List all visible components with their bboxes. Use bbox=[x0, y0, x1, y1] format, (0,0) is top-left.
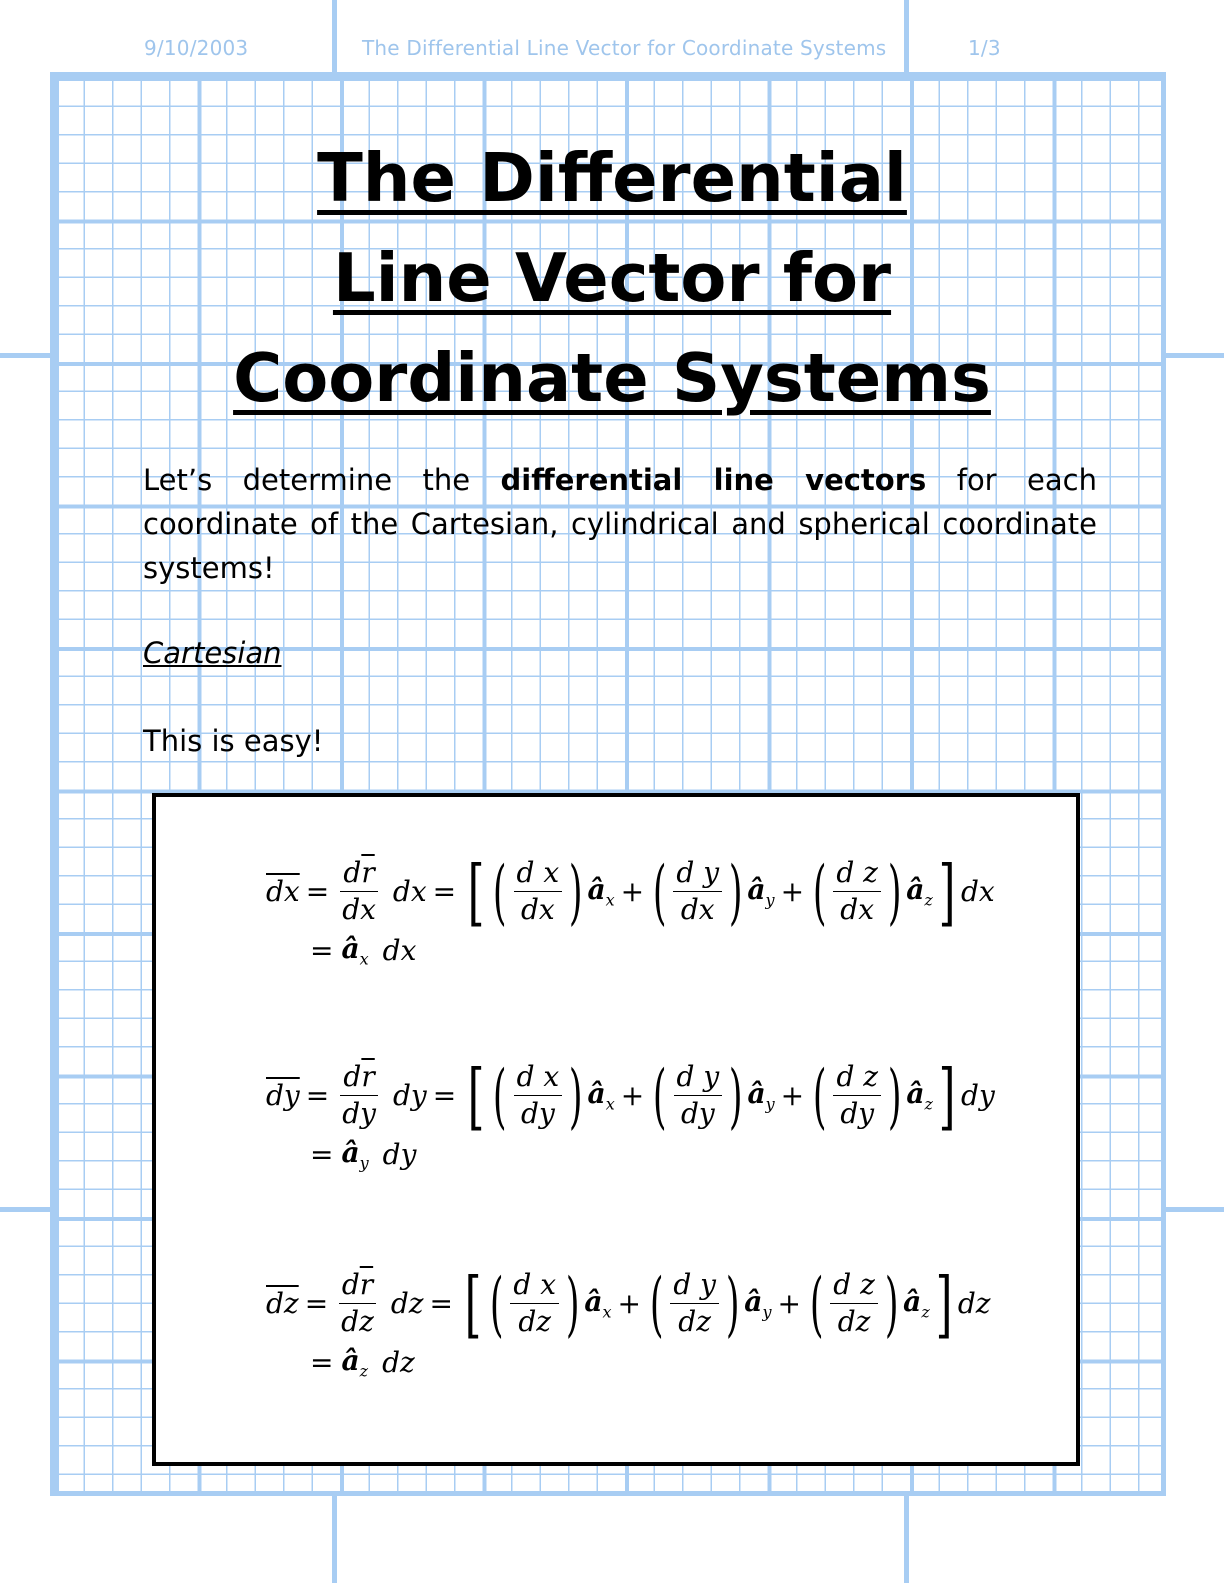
unit-vector: $â_x$ bbox=[584, 1285, 612, 1322]
equation-result-line bbox=[310, 932, 1066, 969]
equals-sign: = bbox=[432, 1079, 457, 1112]
margin-line bbox=[332, 0, 337, 72]
title-line-1: The Differential bbox=[317, 139, 907, 217]
equals-sign: = bbox=[432, 875, 457, 908]
partial-term bbox=[490, 850, 615, 933]
plus-sign: + bbox=[620, 875, 645, 908]
paren: ) bbox=[725, 1262, 740, 1345]
equation-line bbox=[266, 1053, 1066, 1138]
differential: dy bbox=[961, 1079, 995, 1112]
paren: ) bbox=[569, 1054, 583, 1137]
fraction bbox=[510, 1267, 559, 1340]
plus-sign: + bbox=[620, 1079, 645, 1112]
unit-vector-subscript: y bbox=[359, 1153, 369, 1173]
equals-sign: = bbox=[310, 933, 334, 967]
differential: dy bbox=[382, 1137, 417, 1171]
plus-sign: + bbox=[777, 1287, 801, 1320]
unit-vector: $â_y$ bbox=[747, 1077, 775, 1114]
fraction-denominator: dy bbox=[680, 1097, 715, 1130]
header-date: 9/10/2003 bbox=[144, 36, 249, 60]
title-line-2: Line Vector for bbox=[332, 239, 892, 317]
unit-vector-subscript: y bbox=[765, 1094, 775, 1114]
equals-sign: = bbox=[304, 1287, 329, 1320]
paren: ( bbox=[649, 1262, 664, 1345]
differential: dy bbox=[392, 1079, 427, 1112]
header-page-number: 1/3 bbox=[968, 36, 1001, 60]
unit-vector: $â_x$ bbox=[587, 873, 615, 910]
bracket: [ bbox=[464, 1261, 482, 1346]
equation-dy bbox=[266, 1053, 1066, 1173]
plus-sign: + bbox=[780, 875, 805, 908]
fraction-numerator: d y bbox=[670, 1267, 719, 1304]
fraction-numerator: d z bbox=[833, 855, 881, 892]
fraction bbox=[339, 855, 379, 928]
header-title: The Differential Line Vector for Coordinate Systems bbox=[362, 36, 887, 60]
unit-vector-subscript: x bbox=[605, 1094, 615, 1114]
fraction-denominator: dy bbox=[840, 1097, 875, 1130]
margin-line bbox=[0, 1207, 50, 1212]
bracket: ] bbox=[938, 849, 956, 934]
unit-vector: $â_z$ bbox=[903, 1285, 930, 1322]
differential: dx bbox=[960, 875, 995, 908]
fraction-denominator: dz bbox=[678, 1305, 711, 1338]
bracket: [ bbox=[467, 1053, 485, 1138]
fraction bbox=[514, 855, 563, 928]
partial-term bbox=[807, 1262, 930, 1345]
title-line-3: Coordinate Systems bbox=[233, 339, 991, 417]
partial-term bbox=[647, 1262, 772, 1345]
paren: ) bbox=[568, 850, 583, 933]
fraction bbox=[670, 1267, 719, 1340]
bracket: ] bbox=[935, 1261, 953, 1346]
unit-vector: $â_z$ bbox=[906, 1077, 933, 1114]
equation-result-line bbox=[310, 1344, 1066, 1381]
plus-sign: + bbox=[780, 1079, 805, 1112]
fraction-numerator: d y bbox=[673, 855, 722, 892]
position-vector: $\overline{r}$ bbox=[359, 1268, 374, 1301]
fraction-numerator: $d\overline{r}$ bbox=[340, 855, 377, 892]
fraction bbox=[833, 855, 881, 928]
fraction-denominator: dx bbox=[342, 893, 376, 926]
paren: ( bbox=[489, 1262, 504, 1345]
paren: ( bbox=[653, 1054, 667, 1137]
unit-vector: $â_y$ bbox=[744, 1285, 772, 1322]
fraction bbox=[674, 1059, 723, 1132]
fraction bbox=[514, 1059, 563, 1132]
fraction bbox=[339, 1059, 379, 1132]
paren: ) bbox=[887, 1054, 902, 1137]
partial-term bbox=[810, 850, 933, 933]
fraction-numerator: d y bbox=[674, 1059, 723, 1096]
differential-vector: $\overline{dy}$ bbox=[266, 1079, 300, 1112]
fraction-denominator: dx bbox=[840, 893, 874, 926]
fraction bbox=[830, 1267, 878, 1340]
unit-vector: $â_z$ bbox=[341, 1344, 369, 1381]
equals-sign: = bbox=[429, 1287, 453, 1320]
unit-vector-subscript: z bbox=[924, 1094, 933, 1114]
fraction bbox=[338, 1267, 377, 1340]
partial-term bbox=[810, 1054, 933, 1137]
equals-sign: = bbox=[305, 1079, 330, 1112]
fraction-denominator: dz bbox=[341, 1305, 374, 1338]
paren: ( bbox=[493, 1054, 507, 1137]
paren: ( bbox=[812, 1054, 827, 1137]
equals-sign: = bbox=[305, 875, 330, 908]
differential: dz bbox=[382, 1345, 415, 1379]
position-vector: $\overline{r}$ bbox=[361, 1060, 375, 1093]
equation-result-line bbox=[310, 1136, 1066, 1173]
margin-line bbox=[1166, 1207, 1224, 1212]
paren: ( bbox=[812, 850, 827, 933]
unit-vector-subscript: x bbox=[602, 1302, 612, 1322]
partial-term bbox=[650, 1054, 775, 1137]
unit-vector: $â_y$ bbox=[341, 1136, 369, 1173]
fraction-denominator: dx bbox=[680, 893, 715, 926]
partial-term bbox=[487, 1262, 612, 1345]
unit-vector-subscript: x bbox=[359, 949, 369, 969]
bracket: [ bbox=[467, 849, 485, 934]
unit-vector-subscript: x bbox=[605, 890, 615, 910]
unit-vector-subscript: y bbox=[765, 890, 775, 910]
paren: ) bbox=[884, 1262, 899, 1345]
fraction-numerator: d z bbox=[833, 1059, 881, 1096]
differential: dx bbox=[392, 875, 427, 908]
paren: ( bbox=[652, 850, 667, 933]
fraction-denominator: dy bbox=[521, 1097, 555, 1130]
fraction-numerator: d x bbox=[514, 1059, 563, 1096]
paren: ) bbox=[728, 1054, 743, 1137]
fraction-denominator: dx bbox=[520, 893, 555, 926]
equals-sign: = bbox=[310, 1345, 334, 1379]
intro-bold-term: differential line vectors bbox=[500, 463, 927, 497]
differential: dz bbox=[957, 1287, 991, 1320]
equation-box bbox=[152, 793, 1080, 1466]
unit-vector: $â_y$ bbox=[747, 873, 775, 910]
unit-vector-subscript: z bbox=[921, 1302, 930, 1322]
equation-dx bbox=[266, 849, 1066, 969]
unit-vector: $â_z$ bbox=[906, 873, 933, 910]
unit-vector-subscript: y bbox=[762, 1302, 772, 1322]
fraction-denominator: dy bbox=[342, 1097, 376, 1130]
margin-line bbox=[332, 1496, 337, 1583]
fraction-denominator: dz bbox=[837, 1305, 871, 1338]
equation-dz bbox=[266, 1261, 1066, 1381]
margin-line bbox=[904, 0, 909, 72]
page-title bbox=[0, 128, 1224, 428]
fraction bbox=[673, 855, 722, 928]
differential-vector: $\overline{dx}$ bbox=[266, 875, 300, 908]
fraction-numerator: d z bbox=[830, 1267, 878, 1304]
unit-vector-subscript: z bbox=[359, 1361, 369, 1381]
section-heading: Cartesian bbox=[143, 636, 282, 670]
differential: dx bbox=[382, 933, 417, 967]
fraction-denominator: dz bbox=[518, 1305, 552, 1338]
equation-line bbox=[266, 1261, 1066, 1346]
partial-term bbox=[650, 850, 775, 933]
easy-text: This is easy! bbox=[143, 724, 324, 758]
differential: dz bbox=[390, 1287, 424, 1320]
differential-vector: $\overline{dz}$ bbox=[266, 1287, 299, 1320]
equals-sign: = bbox=[310, 1137, 334, 1171]
paren: ( bbox=[809, 1262, 824, 1345]
intro-paragraph: Let’s determine the differential line vectors for each coordinate of the Cartesian, cylindrical and spherical coordinate systems! bbox=[143, 463, 1097, 585]
paren: ) bbox=[565, 1262, 580, 1345]
bracket: ] bbox=[938, 1053, 956, 1138]
plus-sign: + bbox=[617, 1287, 641, 1320]
fraction-numerator: $d\overline{r}$ bbox=[339, 1267, 376, 1304]
fraction-numerator: d x bbox=[510, 1267, 559, 1304]
fraction-numerator: d x bbox=[514, 855, 563, 892]
paren: ( bbox=[493, 850, 507, 933]
unit-vector: $â_x$ bbox=[341, 932, 369, 969]
partial-term bbox=[490, 1054, 615, 1137]
unit-vector-subscript: z bbox=[924, 890, 933, 910]
fraction bbox=[833, 1059, 881, 1132]
equation-line bbox=[266, 849, 1066, 934]
unit-vector: $â_x$ bbox=[587, 1077, 615, 1114]
paren: ) bbox=[887, 850, 902, 933]
paren: ) bbox=[728, 850, 743, 933]
margin-line bbox=[904, 1496, 909, 1583]
fraction-numerator: $d\overline{r}$ bbox=[340, 1059, 377, 1096]
position-vector: $\overline{r}$ bbox=[361, 856, 375, 889]
